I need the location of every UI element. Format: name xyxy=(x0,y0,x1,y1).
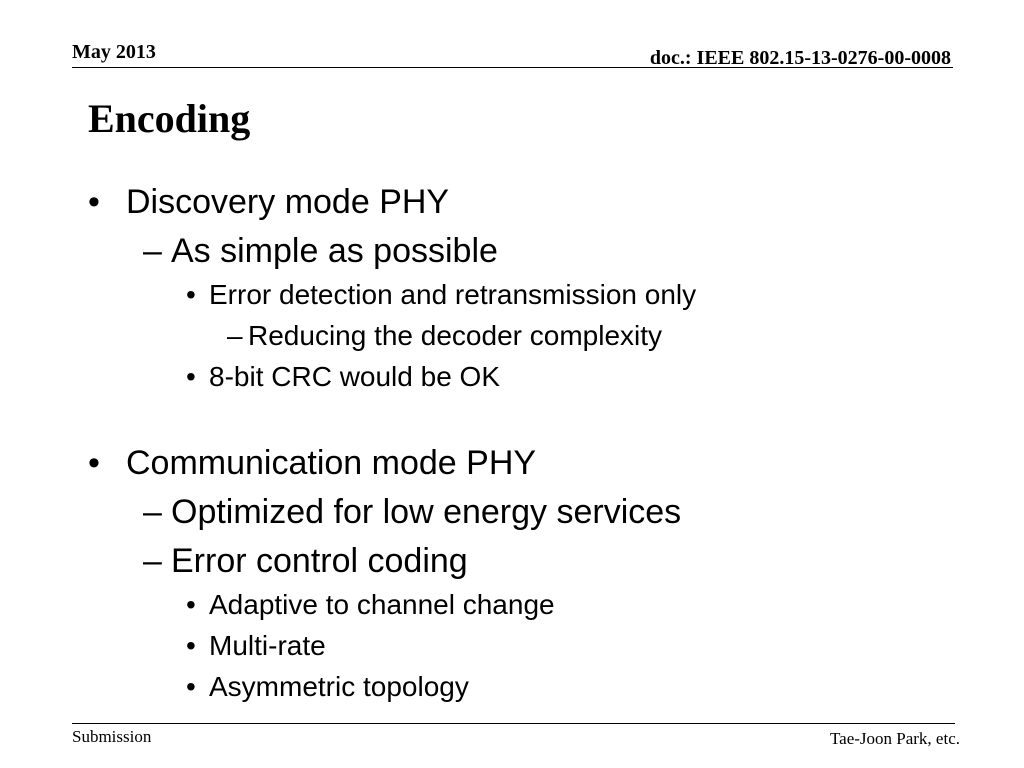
bullet-text: Communication mode PHY xyxy=(126,444,537,482)
slide-body xyxy=(0,182,1024,704)
bullet-text: Error control coding xyxy=(171,542,468,580)
blank-line xyxy=(0,394,1024,434)
bullet-dot-marker: • xyxy=(186,630,196,661)
dash-marker: – xyxy=(143,493,162,531)
bullet-error-detection xyxy=(0,278,1024,312)
bullet-dot-marker: • xyxy=(186,589,196,620)
bullet-text: Reducing the decoder complexity xyxy=(248,320,663,351)
bullet-asymmetric-topology xyxy=(0,670,1024,704)
bullet-discovery-mode-phy xyxy=(0,182,1024,222)
header-date: May 2013 xyxy=(72,41,156,63)
bullet-optimized-low-energy xyxy=(0,492,1024,532)
bullet-multi-rate xyxy=(0,629,1024,663)
bullet-reducing-decoder-complexity xyxy=(0,319,1024,353)
bullet-text: As simple as possible xyxy=(171,232,498,270)
dash-marker: – xyxy=(143,232,162,270)
bullet-text: 8-bit CRC would be OK xyxy=(209,361,501,392)
bullet-dot-marker: • xyxy=(88,444,100,482)
bullet-text: Optimized for low energy services xyxy=(171,493,682,531)
bullet-as-simple-as-possible xyxy=(0,231,1024,271)
bullet-text: Error detection and retransmission only xyxy=(209,279,697,310)
dash-marker: – xyxy=(143,542,162,580)
bullet-8bit-crc xyxy=(0,360,1024,394)
bullet-adaptive-channel-change xyxy=(0,588,1024,622)
dash-marker: – xyxy=(227,320,243,351)
bullet-text: Discovery mode PHY xyxy=(126,183,450,221)
bullet-text: Multi-rate xyxy=(209,630,326,661)
bullet-dot-marker: • xyxy=(88,183,100,221)
bullet-dot-marker: • xyxy=(186,279,196,310)
header-divider xyxy=(72,67,953,68)
bullet-communication-mode-phy xyxy=(0,443,1024,483)
bullet-dot-marker: • xyxy=(186,671,196,702)
slide-title: Encoding xyxy=(88,96,251,141)
footer-submission: Submission xyxy=(72,727,152,746)
bullet-text: Asymmetric topology xyxy=(209,671,469,702)
footer-author: Tae-Joon Park, etc. xyxy=(829,729,960,748)
bullet-text: Adaptive to channel change xyxy=(209,589,555,620)
bullet-error-control-coding xyxy=(0,541,1024,581)
footer-divider xyxy=(72,723,955,724)
bullet-dot-marker: • xyxy=(186,361,196,392)
header-doc-id: doc.: IEEE 802.15-13-0276-00-0008 xyxy=(649,47,951,69)
